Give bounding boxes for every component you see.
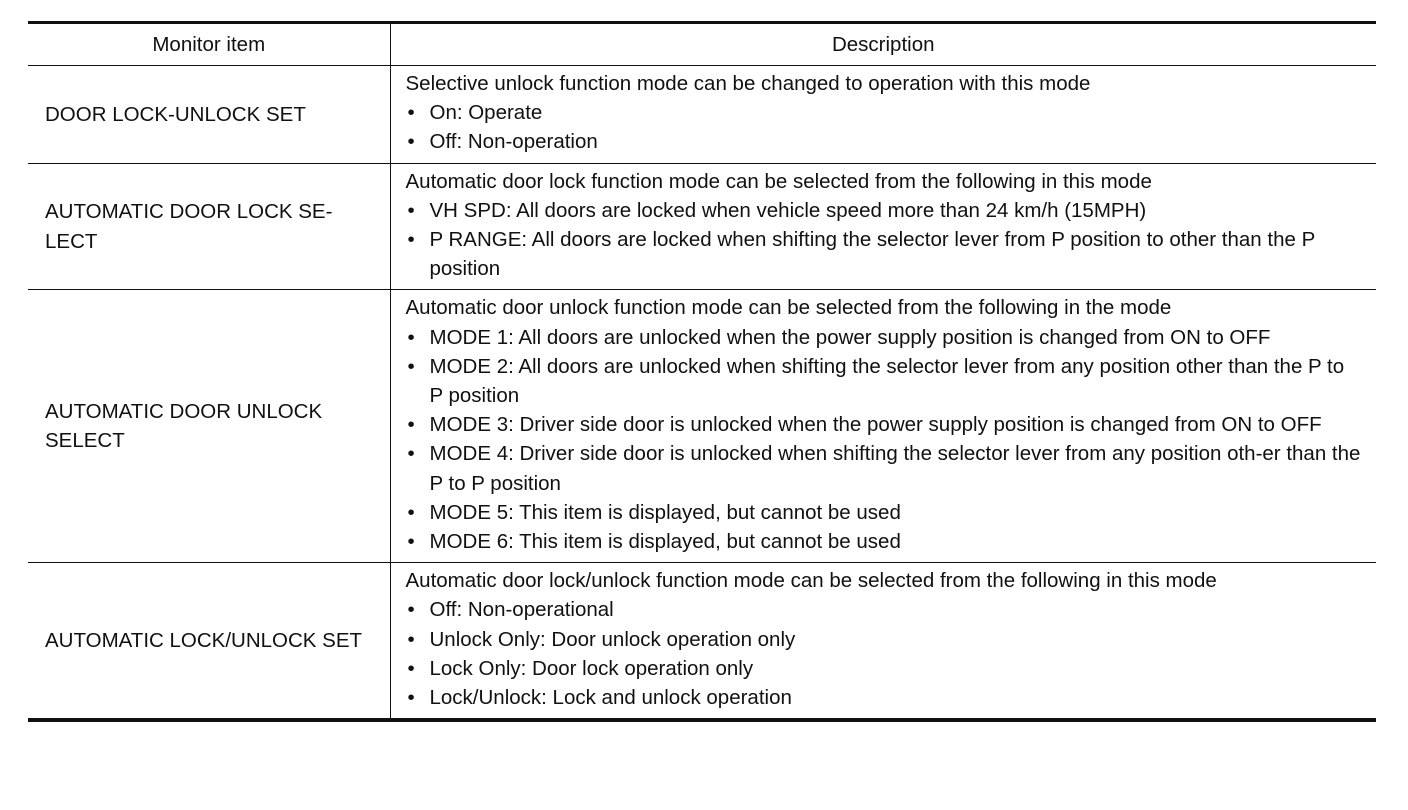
bullet-list xyxy=(406,196,1363,284)
monitor-item-cell xyxy=(28,290,390,563)
bullet-list xyxy=(406,98,1363,156)
monitor-item-name: AUTOMATIC DOOR LOCK SE-LECT xyxy=(45,200,333,253)
bullet-item: • On: Operate xyxy=(406,98,1363,127)
bullet-item: • MODE 6: This item is displayed, but cannot be used xyxy=(406,527,1363,556)
monitor-item-cell xyxy=(28,163,390,290)
monitor-item-table xyxy=(28,21,1376,722)
bullet-item: • Lock Only: Door lock operation only xyxy=(406,654,1363,683)
table-row xyxy=(28,290,1376,563)
monitor-item-name: DOOR LOCK-UNLOCK SET xyxy=(45,102,306,126)
monitor-item-cell xyxy=(28,66,390,164)
bullet-item: • MODE 2: All doors are unlocked when shifting the selector lever from any position other than the P to P position xyxy=(406,352,1363,410)
header-monitor-item: Monitor item xyxy=(28,23,390,66)
description-cell xyxy=(390,290,1376,563)
monitor-item-cell xyxy=(28,563,390,721)
bullet-item: • Lock/Unlock: Lock and unlock operation xyxy=(406,683,1363,712)
bullet-item: • MODE 1: All doors are unlocked when the power supply position is changed from ON to OFF xyxy=(406,323,1363,352)
header-description: Description xyxy=(390,23,1376,66)
bullet-list xyxy=(406,595,1363,712)
bullet-item: • MODE 5: This item is displayed, but cannot be used xyxy=(406,498,1363,527)
description-intro: Automatic door lock/unlock function mode can be selected from the following in this mode xyxy=(405,569,1217,593)
bullet-list xyxy=(406,323,1363,557)
monitor-item-name: AUTOMATIC LOCK/UNLOCK SET xyxy=(45,629,363,653)
description-intro: Automatic door unlock function mode can be selected from the following in the mode xyxy=(405,296,1172,320)
monitor-item-name: AUTOMATIC DOOR UNLOCK SELECT xyxy=(45,400,323,453)
bullet-item: • MODE 3: Driver side door is unlocked when the power supply position is changed from ON to OFF xyxy=(406,410,1363,439)
table-header-row xyxy=(28,23,1376,66)
bullet-item: • MODE 4: Driver side door is unlocked when shifting the selector lever from any position oth-er than the P to P position xyxy=(406,439,1363,497)
table-row xyxy=(28,563,1376,721)
bullet-item: • Off: Non-operational xyxy=(406,595,1363,624)
description-intro: Automatic door lock function mode can be selected from the following in this mode xyxy=(405,169,1152,193)
description-cell xyxy=(390,563,1376,721)
bullet-item: • Off: Non-operation xyxy=(406,127,1363,156)
description-cell xyxy=(390,66,1376,164)
bullet-item: • VH SPD: All doors are locked when vehicle speed more than 24 km/h (15MPH) xyxy=(406,196,1363,225)
description-cell xyxy=(390,163,1376,290)
bullet-item: • Unlock Only: Door unlock operation only xyxy=(406,625,1363,654)
bullet-item: • P RANGE: All doors are locked when shifting the selector lever from P position to other than the P position xyxy=(406,225,1363,283)
description-intro: Selective unlock function mode can be changed to operation with this mode xyxy=(405,72,1091,95)
table-row xyxy=(28,66,1376,164)
table-row xyxy=(28,163,1376,290)
